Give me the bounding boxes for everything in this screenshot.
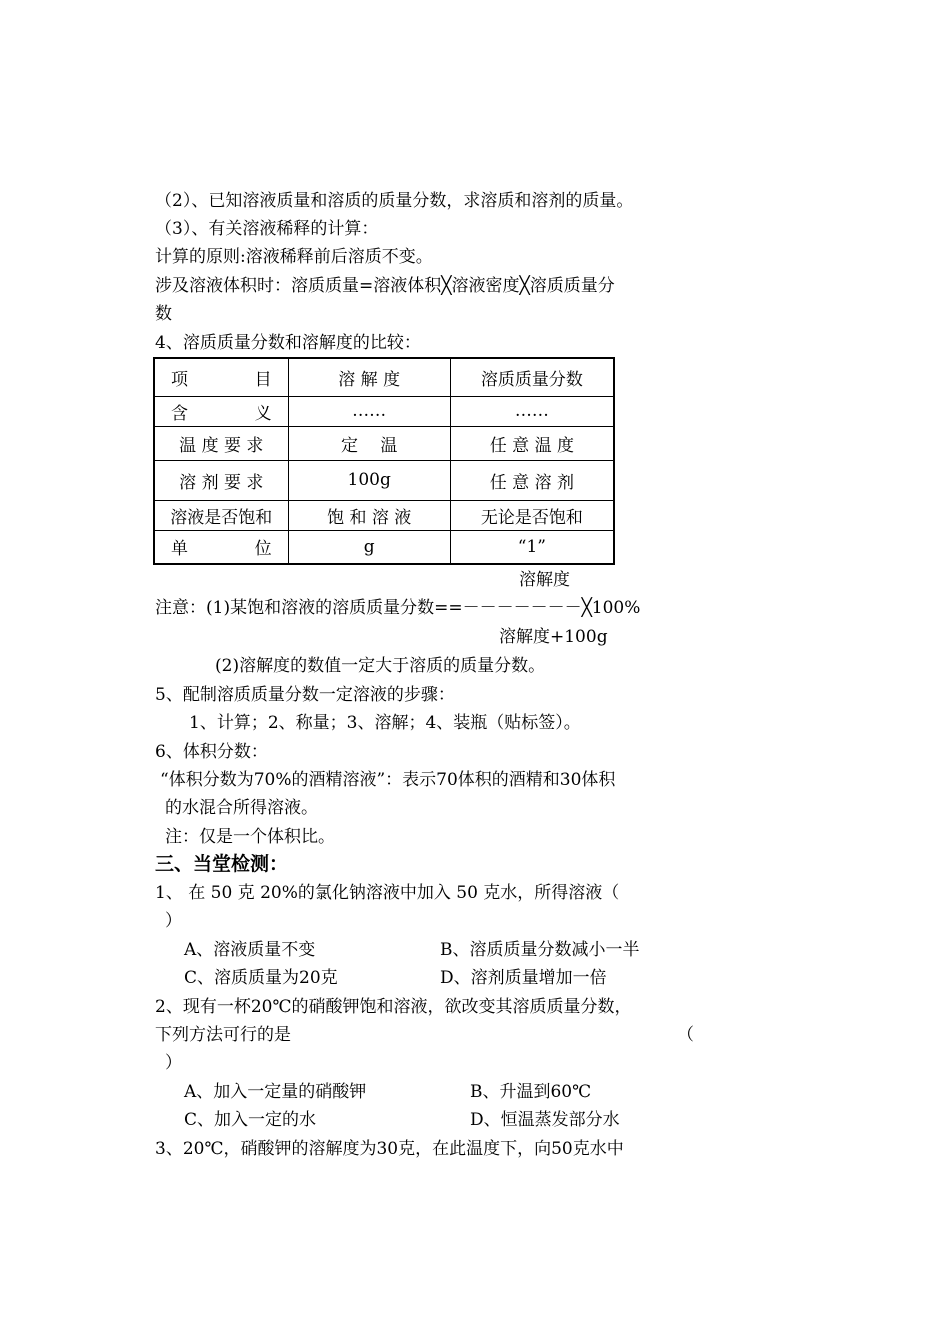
option-d: D、恒温蒸发部分水 <box>470 1110 620 1130</box>
section-title: 6、体积分数： <box>155 742 268 762</box>
option-c: C、溶质质量为20克 <box>184 968 338 988</box>
option-b: B、溶质质量分数减小一半 <box>440 940 640 960</box>
formula-numerator: 溶解度 <box>519 570 570 590</box>
question-text: ） <box>165 1053 182 1073</box>
option-a: A、加入一定量的硝酸钾 <box>184 1082 367 1102</box>
table-row <box>154 500 614 530</box>
section-heading: 三、当堂检测： <box>155 853 289 875</box>
question-text: ） <box>165 911 182 931</box>
text-line: （3）、有关溶液稀释的计算： <box>155 219 379 239</box>
text-line: 4、溶质质量分数和溶解度的比较： <box>155 333 421 353</box>
table-cell: 100g <box>288 460 450 500</box>
table-cell: 任 意 温 度 <box>450 426 614 460</box>
text-line: （2）、已知溶液质量和溶质的质量分数，求溶质和溶剂的质量。 <box>155 191 634 211</box>
table-cell: 溶 剂 要 求 <box>154 460 288 500</box>
option-b: B、升温到60℃ <box>470 1082 592 1102</box>
table-row <box>154 530 614 564</box>
text-line: 数 <box>155 304 172 324</box>
option-a: A、溶液质量不变 <box>184 940 316 960</box>
formula-denominator: 溶解度+100g <box>499 627 608 647</box>
question-text: 3、20℃，硝酸钾的溶解度为30克，在此温度下，向50克水中 <box>155 1139 624 1159</box>
table-cell: “1” <box>450 530 614 564</box>
table-row <box>154 396 614 426</box>
option-c: C、加入一定的水 <box>184 1110 317 1130</box>
option-d: D、溶剂质量增加一倍 <box>440 968 607 988</box>
table-cell: …… <box>450 396 614 426</box>
table-cell: 项 目 <box>154 358 288 396</box>
table-cell: 温 度 要 求 <box>154 426 288 460</box>
question-text: 下列方法可行的是 <box>155 1025 291 1045</box>
answer-paren: （ <box>677 1025 694 1045</box>
table-cell: 含 义 <box>154 396 288 426</box>
table-cell: 定 温 <box>288 426 450 460</box>
table-cell: g <box>288 530 450 564</box>
table-cell: 溶质质量分数 <box>450 358 614 396</box>
table-cell: 无论是否饱和 <box>450 500 614 530</box>
section-title: 5、配制溶质质量分数一定溶液的步骤： <box>155 685 455 705</box>
note-line: 注意：(1)某饱和溶液的溶质质量分数==－－－－－－－╳100% <box>155 598 641 618</box>
question-text: 1、 在 50 克 20%的氯化钠溶液中加入 50 克水，所得溶液（ <box>155 883 620 903</box>
table-cell: 任 意 溶 剂 <box>450 460 614 500</box>
question-text: 2、现有一杯20℃的硝酸钾饱和溶液，欲改变其溶质质量分数， <box>155 997 632 1017</box>
text-line: 的水混合所得溶液。 <box>165 798 318 818</box>
table-cell: 饱 和 溶 液 <box>288 500 450 530</box>
table-row <box>154 460 614 500</box>
text-line: 计算的原则:溶液稀释前后溶质不变。 <box>155 247 433 267</box>
table-row <box>154 426 614 460</box>
table-cell: 溶 解 度 <box>288 358 450 396</box>
table-cell: 单 位 <box>154 530 288 564</box>
text-line: 1、计算；2、称量；3、溶解；4、装瓶（贴标签）。 <box>189 713 581 733</box>
table-row <box>154 358 614 396</box>
comparison-table <box>153 357 615 565</box>
table-cell: 溶液是否饱和 <box>154 500 288 530</box>
table-cell: …… <box>288 396 450 426</box>
text-line: 涉及溶液体积时：溶质质量=溶液体积╳溶液密度╳溶质质量分 <box>155 276 615 296</box>
text-line: 注：仅是一个体积比。 <box>165 827 335 847</box>
text-line: “体积分数为70%的酒精溶液”：表示70体积的酒精和30体积 <box>160 770 616 790</box>
note-line: (2)溶解度的数值一定大于溶质的质量分数。 <box>215 656 546 676</box>
